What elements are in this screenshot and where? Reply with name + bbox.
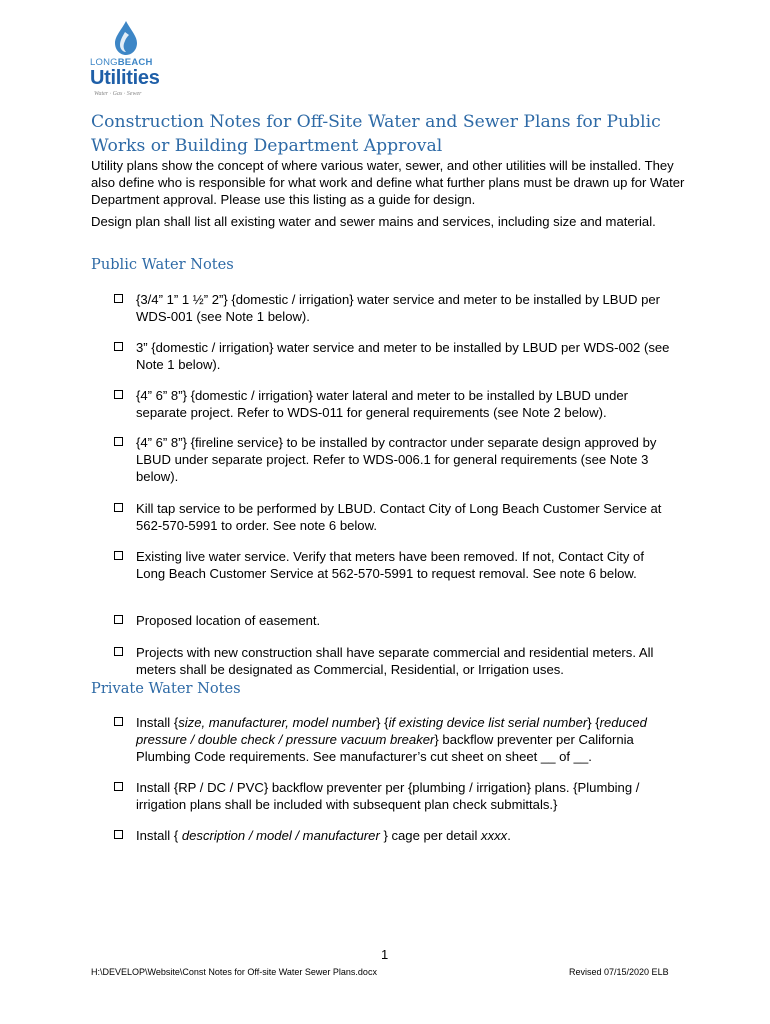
- logo-line-1: LONGBEACH: [90, 57, 153, 68]
- public-note-4-text: {4” 6” 8”} {fireline service} to be installed by contractor under separate design approved by LBUD under separate project. Refer to WDS-006.1 for general requirements (see Note 3 below).: [136, 435, 657, 484]
- checkbox-icon[interactable]: [114, 551, 123, 560]
- checkbox-icon[interactable]: [114, 342, 123, 351]
- footer-revised: Revised 07/15/2020 ELB: [569, 967, 669, 977]
- checkbox-icon[interactable]: [114, 782, 123, 791]
- checkbox-icon[interactable]: [114, 615, 123, 624]
- intro-paragraph-1: Utility plans show the concept of where various water, sewer, and other utilities will be installed. They also define who is responsible for what work and define what further plans must be drawn up for Water Department approval. Please use this listing as a guide for design.: [91, 158, 685, 207]
- page-number: 1: [381, 947, 389, 962]
- private-note-1-text: Install {size, manufacturer, model number} {if existing device list serial number} {reduced pressure / double check / pressure vacuum breaker} backflow preventer per California Plumbing Code requirements. See manufacturer’s cut sheet on sheet __ of __.: [136, 715, 647, 764]
- intro-paragraph-2: Design plan shall list all existing water and sewer mains and services, including size and material.: [91, 214, 656, 229]
- footer-file-path: H:\DEVELOP\Website\Const Notes for Off-site Water Sewer Plans.docx: [91, 967, 377, 977]
- public-note-1-text: {3/4” 1” 1 ½” 2”} {domestic / irrigation} water service and meter to be installed by LBUD per WDS-001 (see Note 1 below).: [136, 292, 661, 324]
- public-note-6-text: Existing live water service. Verify that meters have been removed. If not, Contact City of Long Beach Customer Service at 562-570-5991 to request removal. See note 6 below.: [136, 549, 644, 581]
- public-note-2-text: 3” {domestic / irrigation} water service and meter to be installed by LBUD per WDS-002 (see Note 1 below).: [136, 340, 670, 372]
- logo-tagline: Water · Gas · Sewer: [94, 91, 142, 97]
- document-title: Construction Notes for Off-Site Water and Sewer Plans for Public Works or Building Department Approval: [91, 112, 661, 156]
- public-note-8-text: Projects with new construction shall have separate commercial and residential meters. All meters shall be designated as Commercial, Residential, or Irrigation uses.: [136, 645, 654, 677]
- public-note-3-text: {4” 6” 8”} {domestic / irrigation} water lateral and meter to be installed by LBUD under separate project. Refer to WDS-011 for general requirements (see Note 2 below).: [136, 388, 629, 420]
- public-water-notes-heading: Public Water Notes: [91, 256, 234, 273]
- public-note-7-text: Proposed location of easement.: [136, 613, 321, 628]
- checkbox-icon[interactable]: [114, 503, 123, 512]
- checkbox-icon[interactable]: [114, 717, 123, 726]
- water-drop-icon: [112, 20, 140, 56]
- private-note-2-text: Install {RP / DC / PVC} backflow preventer per {plumbing / irrigation} plans. {Plumbing / irrigation plans shall be included with subsequent plan check submittals.}: [136, 780, 640, 812]
- long-beach-utilities-logo: [88, 20, 168, 97]
- checkbox-icon[interactable]: [114, 830, 123, 839]
- checkbox-icon[interactable]: [114, 647, 123, 656]
- checkbox-icon[interactable]: [114, 294, 123, 303]
- checkbox-icon[interactable]: [114, 390, 123, 399]
- public-note-5-text: Kill tap service to be performed by LBUD. Contact City of Long Beach Customer Service at 562-570-5991 to order. See note 6 below.: [136, 501, 662, 533]
- logo-line-2: Utilities: [90, 67, 160, 89]
- private-note-3-text: Install { description / model / manufacturer } cage per detail xxxx.: [136, 828, 511, 843]
- checkbox-icon[interactable]: [114, 437, 123, 446]
- private-water-notes-heading: Private Water Notes: [91, 680, 241, 697]
